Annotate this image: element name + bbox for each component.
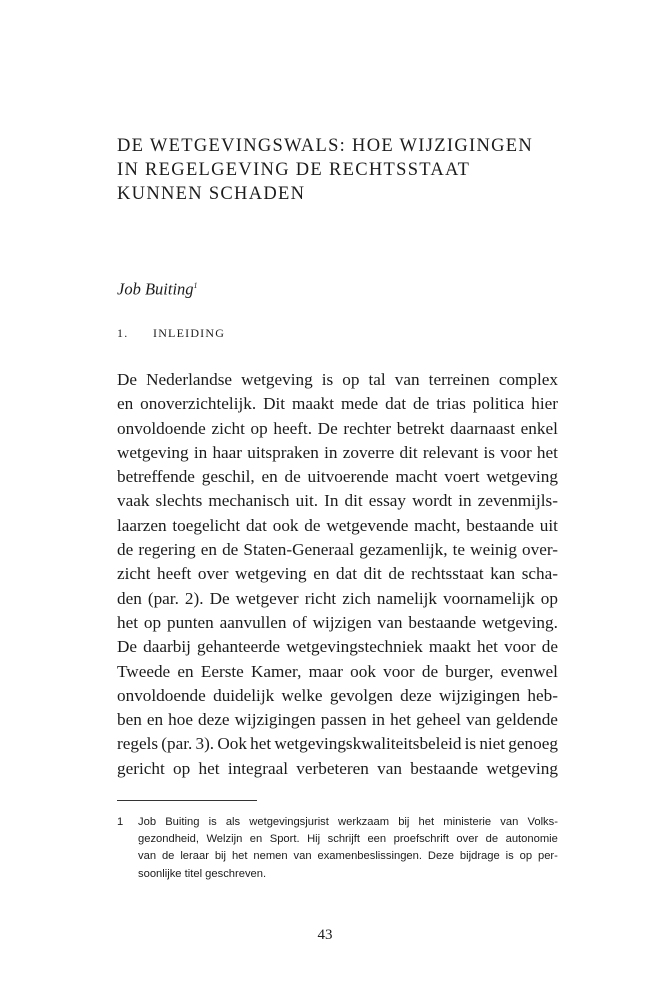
title-line: DE WETGEVINGSWALS: HOE WIJZIGINGEN: [117, 136, 534, 156]
section-number: 1.: [117, 326, 129, 340]
body-line: onvoldoende duidelijk welke gevolgen deze wijzigingen heb-: [117, 685, 558, 705]
footnote-line: Job Buiting is als wetgevingsjurist werkzaam bij het ministerie van Volks-: [138, 816, 558, 828]
body-line: Tweede en Eerste Kamer, maar ook voor de burger, evenwel: [117, 661, 558, 681]
body-line: regels (par. 3). Ook het wetgevingskwaliteitsbeleid is niet genoeg: [117, 734, 558, 754]
section-heading: [117, 325, 225, 341]
body-line: onvoldoende zicht op heeft. De rechter betrekt daarnaast enkel: [117, 418, 558, 438]
chapter-title: [117, 134, 557, 206]
body-line: zicht heeft over wetgeving en dat dit de rechtsstaat kan scha-: [117, 564, 558, 584]
body-line: betreffende geschil, en de uitvoerende macht voert wetgeving: [117, 467, 558, 487]
author-name: Job Buiting: [117, 279, 194, 299]
body-line: laarzen toegelicht dat ook de wetgevende macht, bestaande uit: [117, 515, 558, 535]
page-number: 43: [317, 927, 333, 943]
body-line: en onoverzichtelijk. Dit maakt mede dat de trias politica hier: [117, 394, 558, 414]
title-line: IN REGELGEVING DE RECHTSSTAAT: [117, 160, 471, 180]
body-line: De Nederlandse wetgeving is op tal van terreinen complex: [117, 370, 558, 389]
footnote-line: soonlijke titel geschreven.: [138, 867, 267, 880]
footnote-text: [138, 814, 558, 883]
body-line: de regering en de Staten-Generaal gezamenlijk, te weinig over-: [117, 540, 558, 560]
body-line: den (par. 2). De wetgever richt zich namelijk voornamelijk op: [117, 588, 558, 608]
author-byline: [117, 275, 198, 301]
footnote: [117, 814, 558, 883]
body-line: gericht op het integraal verbeteren van bestaande wetgeving: [117, 758, 558, 778]
body-line: wetgeving in haar uitspraken in zoverre dit relevant is voor het: [117, 442, 558, 462]
footnote-number: 1: [117, 816, 124, 828]
body-line: het op punten aanvullen of wijzigen van bestaande wetgeving.: [117, 612, 558, 632]
footnote-divider: [117, 800, 257, 801]
body-line: ben en hoe deze wijzigingen passen in het geheel van geldende: [117, 710, 558, 730]
section-title: INLEIDING: [153, 326, 226, 340]
title-line: KUNNEN SCHADEN: [117, 184, 306, 204]
body-paragraph: [117, 368, 558, 781]
footnote-reference: 1: [193, 281, 198, 290]
body-line: De daarbij gehanteerde wetgevingstechniek maakt het voor de: [117, 637, 558, 657]
body-line: vaak slechts mechanisch uit. In dit essay wordt in zevenmijls-: [117, 491, 558, 511]
footnote-line: van de leraar bij het nemen van examenbeslissingen. Deze bijdrage is op per-: [138, 850, 558, 863]
footnote-line: gezondheid, Welzijn en Sport. Hij schrijft een proefschrift over de autonomie: [138, 833, 558, 846]
